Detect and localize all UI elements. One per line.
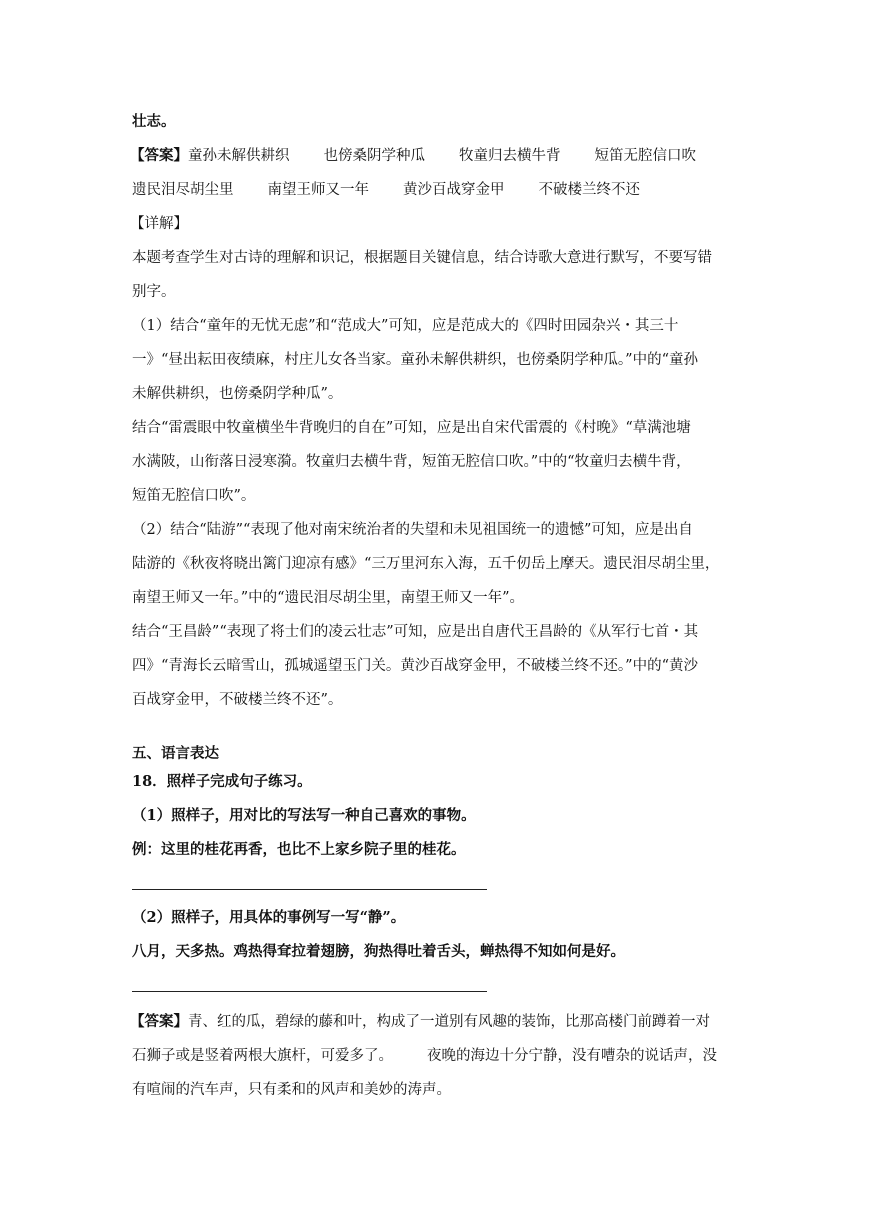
- answer-item: 不破楼兰终不还: [538, 182, 640, 198]
- sub1-example: 例：这里的桂花再香，也比不上家乡院子里的桂花。: [132, 841, 466, 858]
- detail-line: 别字。: [132, 284, 176, 300]
- question-18-title: 18．照样子完成句子练习。: [132, 773, 312, 790]
- answer-line: [132, 1046, 752, 1066]
- answer-item: 牧童归去横牛背: [459, 148, 561, 164]
- answer-tag: 【答案】: [130, 147, 188, 164]
- sub2-prompt: （2）照样子，用具体的事例写一写“静”。: [132, 909, 406, 926]
- answer-item: 童孙未解供耕织: [188, 148, 290, 164]
- detail-line: 一》“昼出耘田夜绩麻，村庄儿女各当家。童孙未解供耕织，也傍桑阴学种瓜。”中的“童孙: [132, 352, 698, 368]
- detail-line: （2）结合“陆游”“表现了他对南宋统治者的失望和未见祖国统一的遗憾”可知，应是出自: [132, 522, 693, 538]
- section-heading: 五、语言表达: [132, 745, 219, 762]
- answer-item: 黄沙百战穿金甲: [403, 182, 505, 198]
- detail-line: 陆游的《秋夜将晓出篱门迎凉有感》“三万里河东入海，五千仞岳上摩天。遗民泪尽胡尘里，: [132, 556, 720, 572]
- answer-text: 石狮子或是竖着两根大旗杆，可爱多了。: [132, 1048, 393, 1064]
- answer-item: 也傍桑阴学种瓜: [323, 148, 425, 164]
- detail-line: 结合“雷震眼中牧童横坐牛背晚归的自在”可知，应是出自宋代雷震的《村晚》“草满池塘: [132, 420, 691, 436]
- answer-text: 青、红的瓜，碧绿的藤和叶，构成了一道别有风趣的装饰，比那高楼门前蹲着一对: [188, 1014, 710, 1030]
- detail-line: 未解供耕织，也傍桑阴学种瓜”。: [132, 386, 343, 402]
- answer-line: [130, 1012, 750, 1032]
- detail-line: 四》“青海长云暗雪山，孤城遥望玉门关。黄沙百战穿金甲，不破楼兰终不还。”中的“黄沙: [132, 658, 698, 674]
- sub1-prompt: （1）照样子，用对比的写法写一种自己喜欢的事物。: [132, 807, 476, 824]
- detail-line: （1）结合“童年的无忧无虑”和“范成大”可知，应是范成大的《四时田园杂兴・其三十: [132, 318, 679, 334]
- answer-text: 夜晚的海边十分宁静，没有嘈杂的说话声，没: [427, 1048, 717, 1064]
- detail-line: 南望王师又一年。”中的“遗民泪尽胡尘里，南望王师又一年”。: [132, 590, 524, 606]
- answer-line: 有喧闹的汽车声，只有柔和的风声和美妙的涛声。: [132, 1082, 451, 1098]
- answer-tag: 【答案】: [130, 1013, 188, 1030]
- answer-row-1: [130, 146, 750, 166]
- detail-line: 短笛无腔信口吹”。: [132, 488, 256, 504]
- answer-item: 短笛无腔信口吹: [594, 148, 696, 164]
- lead-fragment: 壮志。: [132, 113, 176, 130]
- answer-item: 遗民泪尽胡尘里: [132, 182, 234, 198]
- answer-item: 南望王师又一年: [267, 182, 369, 198]
- sub2-example: 八月，天多热。鸡热得耷拉着翅膀，狗热得吐着舌头，蝉热得不知如何是好。: [132, 943, 625, 960]
- detail-line: 结合“王昌龄”“表现了将士们的凌云壮志”可知，应是出自唐代王昌龄的《从军行七首・其: [132, 624, 699, 640]
- detail-line: 百战穿金甲，不破楼兰终不还”。: [132, 692, 343, 708]
- detail-line: 水满陂，山衔落日浸寒漪。牧童归去横牛背，短笛无腔信口吹。”中的“牧童归去横牛背，: [132, 454, 691, 470]
- answer-blank-line: [132, 889, 487, 890]
- answer-blank-line: [132, 991, 487, 992]
- detail-line: 本题考查学生对古诗的理解和识记，根据题目关键信息，结合诗歌大意进行默写，不要写错: [132, 250, 712, 266]
- detail-heading: 【详解】: [130, 216, 188, 232]
- answer-row-2: [132, 180, 752, 200]
